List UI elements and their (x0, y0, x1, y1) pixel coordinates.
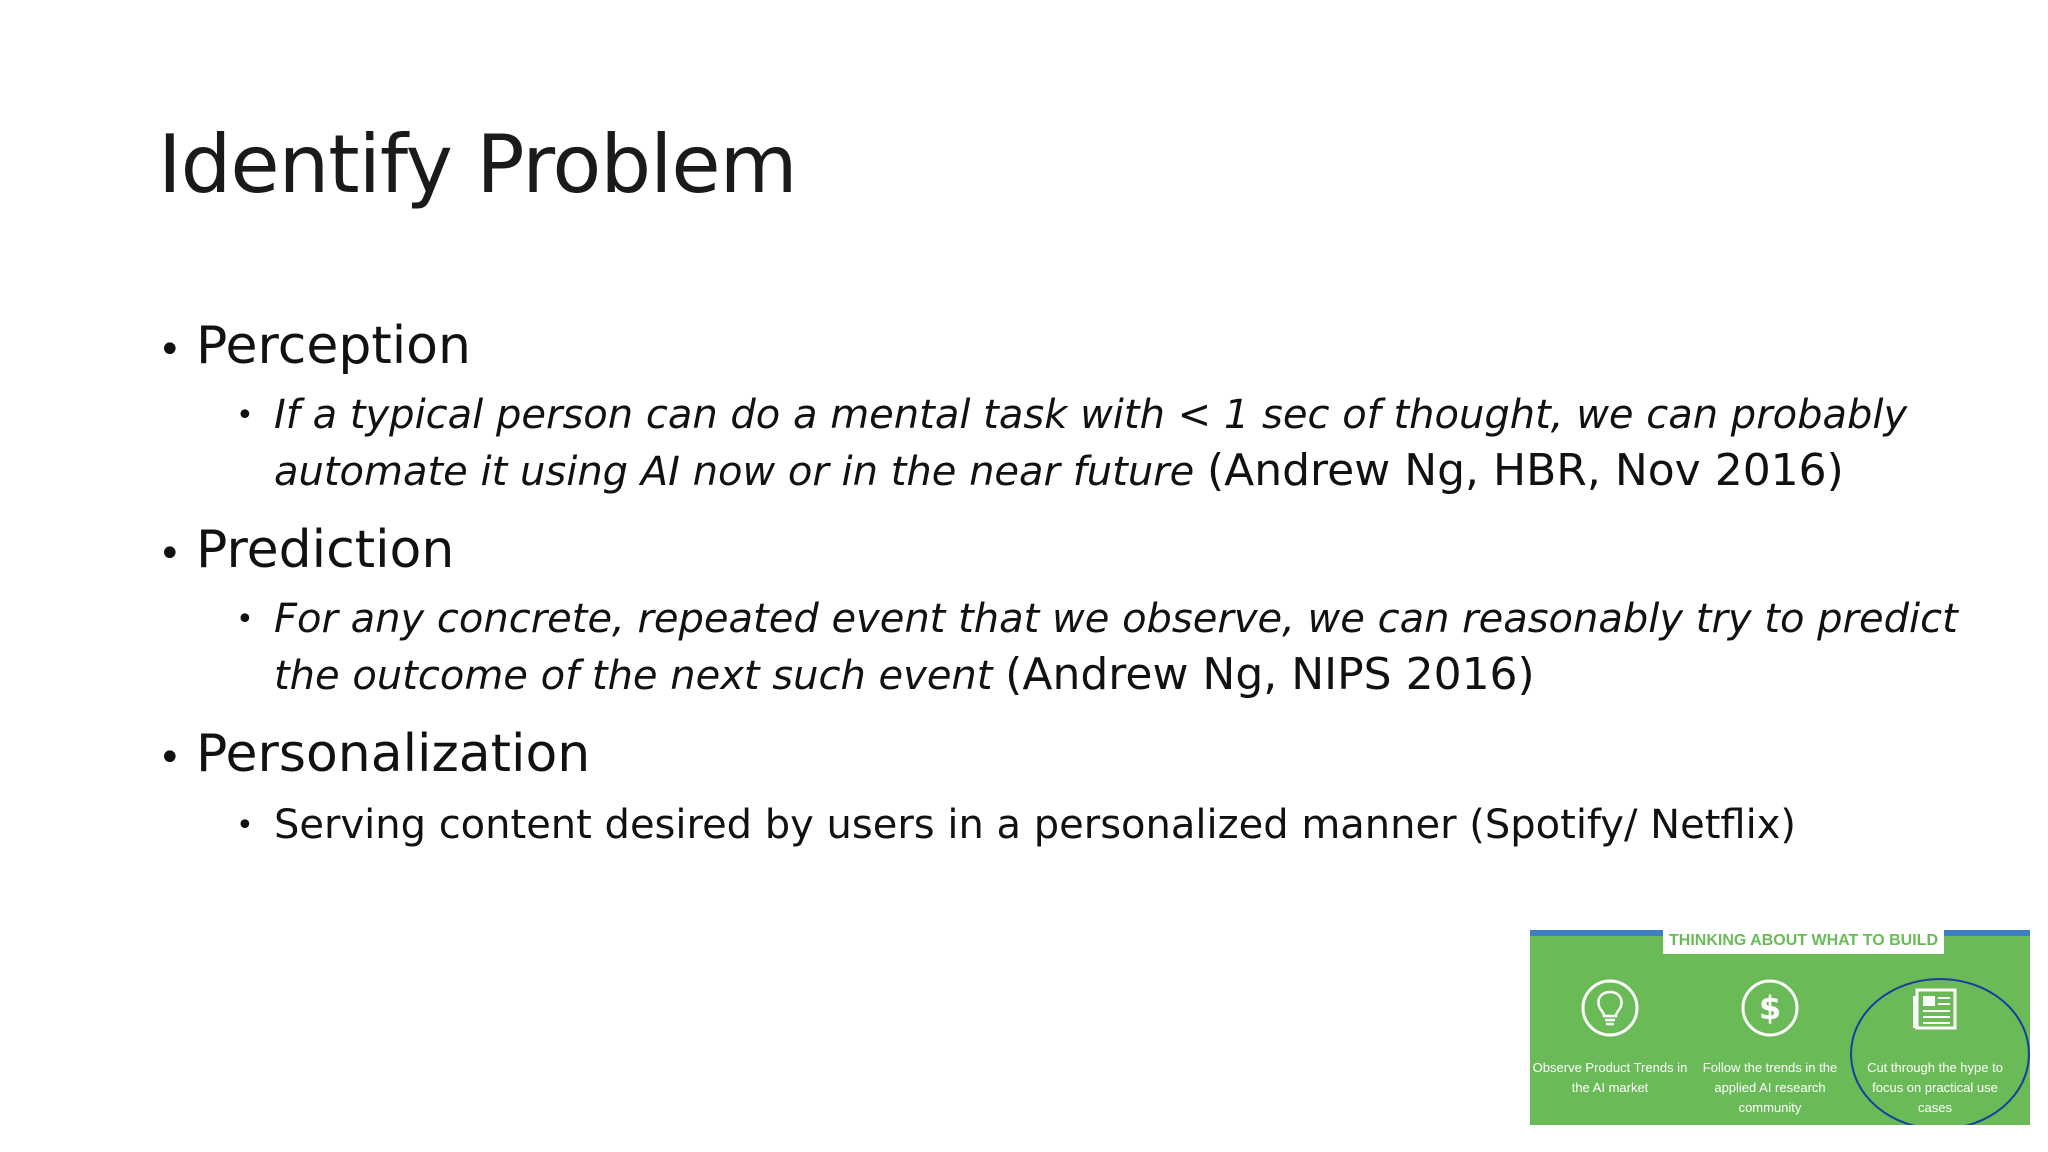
sub-bullet-dot: • (236, 602, 254, 637)
citation: (Andrew Ng, NIPS 2016) (1005, 649, 1535, 700)
sub-bullet-dot: • (236, 808, 254, 843)
sub-bullet-line: For any concrete, repeated event that we observe, we can reasonably try to predict (274, 596, 1958, 642)
bullet-dot: • (158, 327, 182, 373)
thumbnail-header: THINKING ABOUT WHAT TO BUILD (1663, 930, 1944, 954)
svg-text:$: $ (1758, 989, 1782, 1027)
bullet-dot: • (158, 735, 182, 781)
thumbnail-caption: Observe Product Trends in the AI market (1532, 1060, 1688, 1095)
sub-bullet-line: the outcome of the next such event (274, 653, 1006, 699)
dollar-circle-icon (1740, 978, 1800, 1038)
highlight-circle (1850, 978, 2030, 1125)
bullet-dot: • (158, 531, 182, 577)
thumbnail-column-2 (1690, 978, 1850, 1118)
thumbnail-image (1530, 930, 2030, 1125)
thumbnail-column-1 (1530, 978, 1690, 1098)
citation: (Andrew Ng, HBR, Nov 2016) (1206, 445, 1844, 496)
bullet-prediction (158, 520, 454, 580)
sub-bullet-line: automate it using AI now or in the near future (274, 449, 1207, 495)
bullet-heading: Perception (196, 316, 471, 376)
bullet-heading: Prediction (196, 520, 455, 580)
slide-title: Identify Problem (158, 118, 797, 211)
sub-bullet-line: If a typical person can do a mental task with < 1 sec of thought, we can probably (274, 392, 1908, 438)
sub-bullet-line: Serving content desired by users in a personalized manner (Spotify/ Netflix) (274, 802, 1796, 848)
lightbulb-icon (1580, 978, 1640, 1038)
thumbnail-caption: Follow the trends in the applied AI research community (1702, 1060, 1838, 1115)
bullet-heading: Personalization (196, 724, 591, 784)
bullet-personalization (158, 724, 590, 784)
bullet-perception (158, 316, 471, 376)
sub-bullet-dot: • (236, 398, 254, 433)
thumbnail-caption: Cut through the hype to focus on practical use cases (1867, 1060, 2003, 1115)
